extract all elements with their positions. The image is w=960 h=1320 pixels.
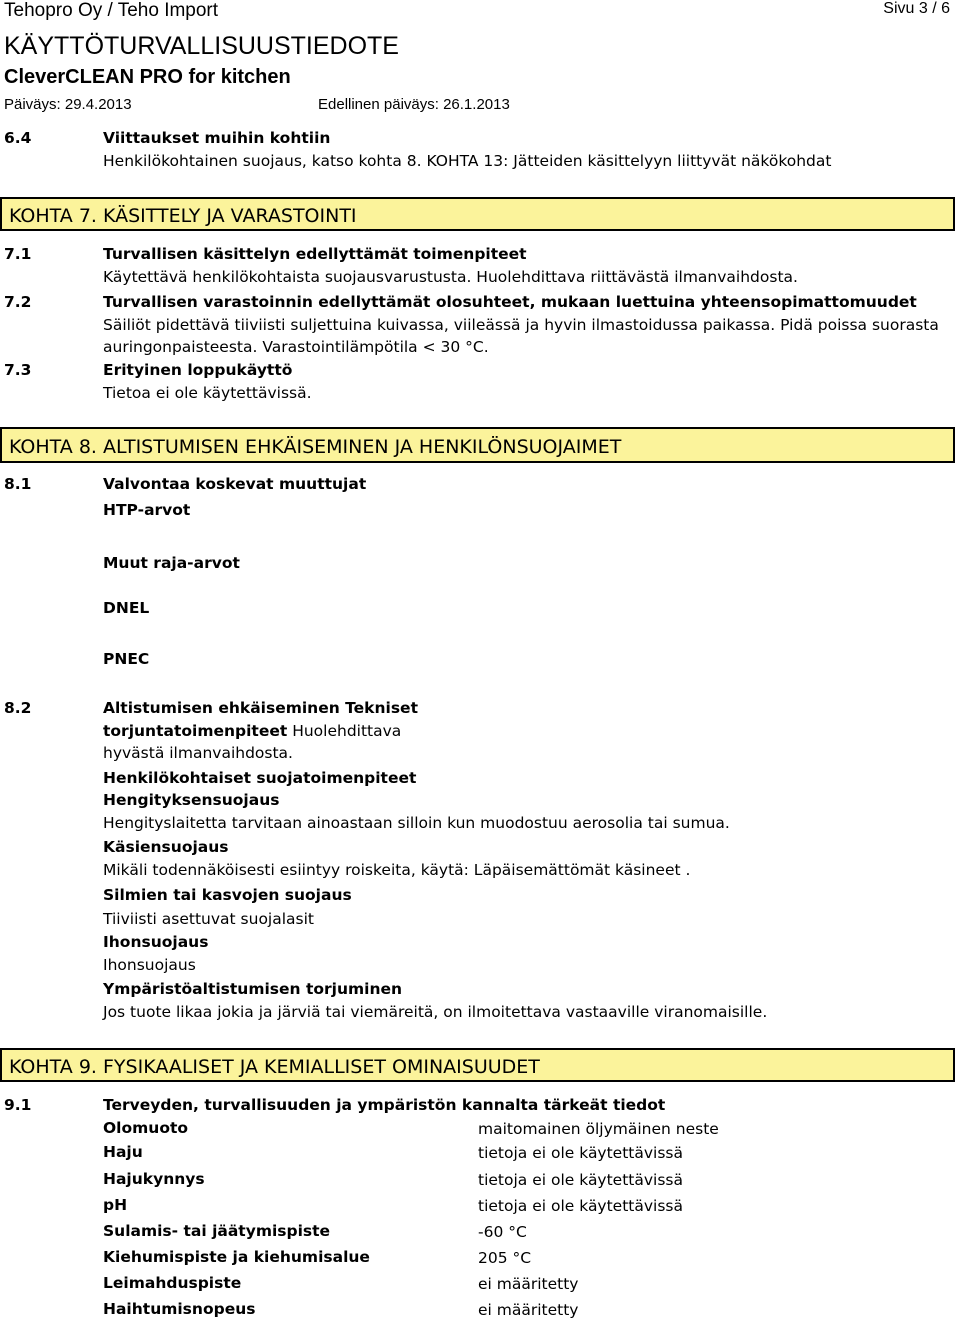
skin-protection-label: Ihonsuojaus	[103, 933, 209, 951]
property-value: -60 °C	[478, 1223, 527, 1241]
property-label: Sulamis- tai jäätymispiste	[103, 1222, 331, 1240]
section-8-heading: KOHTA 8. ALTISTUMISEN EHKÄISEMINEN JA HENKILÖNSUOJAIMET	[9, 436, 622, 458]
section-9-heading: KOHTA 9. FYSIKAALISET JA KEMIALLISET OMINAISUUDET	[9, 1056, 540, 1078]
skin-protection-text: Ihonsuojaus	[103, 956, 196, 974]
subsection-title: Valvontaa koskevat muuttujat	[103, 475, 367, 493]
section-number: 8.2	[4, 699, 32, 717]
section-8-heading-band	[0, 427, 955, 463]
property-value: ei määritetty	[478, 1301, 579, 1319]
environmental-exposure-text: Jos tuote likaa jokia ja järviä tai viemäreitä, on ilmoitettava vastaaville viranomaisille.	[103, 1003, 768, 1021]
property-value: tietoja ei ole käytettävissä	[478, 1171, 684, 1189]
section-7-heading: KOHTA 7. KÄSITTELY JA VARASTOINTI	[9, 205, 357, 227]
technical-measures	[103, 723, 401, 741]
property-label: Kiehumispiste ja kiehumisalue	[103, 1248, 370, 1266]
section-number: 8.1	[4, 475, 32, 493]
property-label: Hajukynnys	[103, 1170, 205, 1188]
property-value: tietoja ei ole käytettävissä	[478, 1144, 684, 1162]
page-number: Sivu 3 / 6	[883, 0, 950, 17]
pnec-label: PNEC	[103, 650, 150, 668]
environmental-exposure-label: Ympäristöaltistumisen torjuminen	[103, 980, 403, 998]
htp-values-label: HTP-arvot	[103, 501, 191, 519]
property-value: 205 °C	[478, 1249, 532, 1267]
respiratory-protection-text: Hengityslaitetta tarvitaan ainoastaan silloin kun muodostuu aerosolia tai sumua.	[103, 814, 730, 832]
eye-protection-text: Tiiviisti asettuvat suojalasit	[103, 910, 314, 928]
previous-date: Edellinen päiväys: 26.1.2013	[318, 96, 510, 113]
subsection-text: Käytettävä henkilökohtaista suojausvarustusta. Huolehdittava riittävästä ilmanvaihdosta.	[103, 268, 798, 286]
property-label: Haju	[103, 1143, 143, 1161]
subsection-title: Turvallisen varastoinnin edellyttämät olosuhteet, mukaan luettuina yhteensopimattomuudet	[103, 293, 917, 311]
technical-measures-label: torjuntatoimenpiteet	[103, 722, 288, 740]
property-label: Leimahduspiste	[103, 1274, 242, 1292]
section-7-heading-band	[0, 197, 955, 231]
document-title: KÄYTTÖTURVALLISUUSTIEDOTE	[4, 32, 399, 60]
section-number: 7.3	[4, 361, 32, 379]
subsection-text: Säiliöt pidettävä tiiviisti suljettuina kuivassa, viileässä ja hyvin ilmastoidussa paikassa. Pidä poissa suorasta	[103, 316, 939, 334]
property-value: ei määritetty	[478, 1275, 579, 1293]
subsection-title: Erityinen loppukäyttö	[103, 361, 293, 379]
respiratory-protection-label: Hengityksensuojaus	[103, 791, 280, 809]
property-label: Olomuoto	[103, 1119, 189, 1137]
property-value: maitomainen öljymäinen neste	[478, 1120, 719, 1138]
issue-date: Päiväys: 29.4.2013	[4, 96, 132, 113]
section-number: 6.4	[4, 129, 32, 147]
section-number: 7.2	[4, 293, 32, 311]
property-label: pH	[103, 1196, 128, 1214]
dnel-label: DNEL	[103, 599, 150, 617]
section-9-heading-band	[0, 1048, 955, 1082]
subsection-text: auringonpaisteesta. Varastointilämpötila < 30 °C.	[103, 338, 489, 356]
subsection-title: Turvallisen käsittelyn edellyttämät toimenpiteet	[103, 245, 527, 263]
subsection-title: Viittaukset muihin kohtiin	[103, 129, 331, 147]
technical-measures-text: Huolehdittava	[287, 722, 402, 740]
personal-protection-label: Henkilökohtaiset suojatoimenpiteet	[103, 769, 417, 787]
company-name: Tehopro Oy / Teho Import	[4, 0, 219, 21]
section-number: 9.1	[4, 1096, 32, 1114]
hand-protection-text: Mikäli todennäköisesti esiintyy roiskeita, käytä: Läpäisemättömät käsineet .	[103, 861, 691, 879]
subsection-title: Terveyden, turvallisuuden ja ympäristön kannalta tärkeät tiedot	[103, 1096, 666, 1114]
product-name: CleverCLEAN PRO for kitchen	[4, 66, 291, 88]
eye-protection-label: Silmien tai kasvojen suojaus	[103, 886, 352, 904]
technical-measures-text-cont: hyvästä ilmanvaihdosta.	[103, 744, 293, 762]
property-value: tietoja ei ole käytettävissä	[478, 1197, 684, 1215]
property-label: Haihtumisnopeus	[103, 1300, 256, 1318]
subsection-title: Altistumisen ehkäiseminen Tekniset	[103, 699, 418, 717]
subsection-text: Tietoa ei ole käytettävissä.	[103, 384, 312, 402]
hand-protection-label: Käsiensuojaus	[103, 838, 229, 856]
section-number: 7.1	[4, 245, 32, 263]
other-limits-label: Muut raja-arvot	[103, 554, 240, 572]
subsection-text: Henkilökohtainen suojaus, katso kohta 8. KOHTA 13: Jätteiden käsittelyyn liittyvät näkökohdat	[103, 152, 832, 170]
